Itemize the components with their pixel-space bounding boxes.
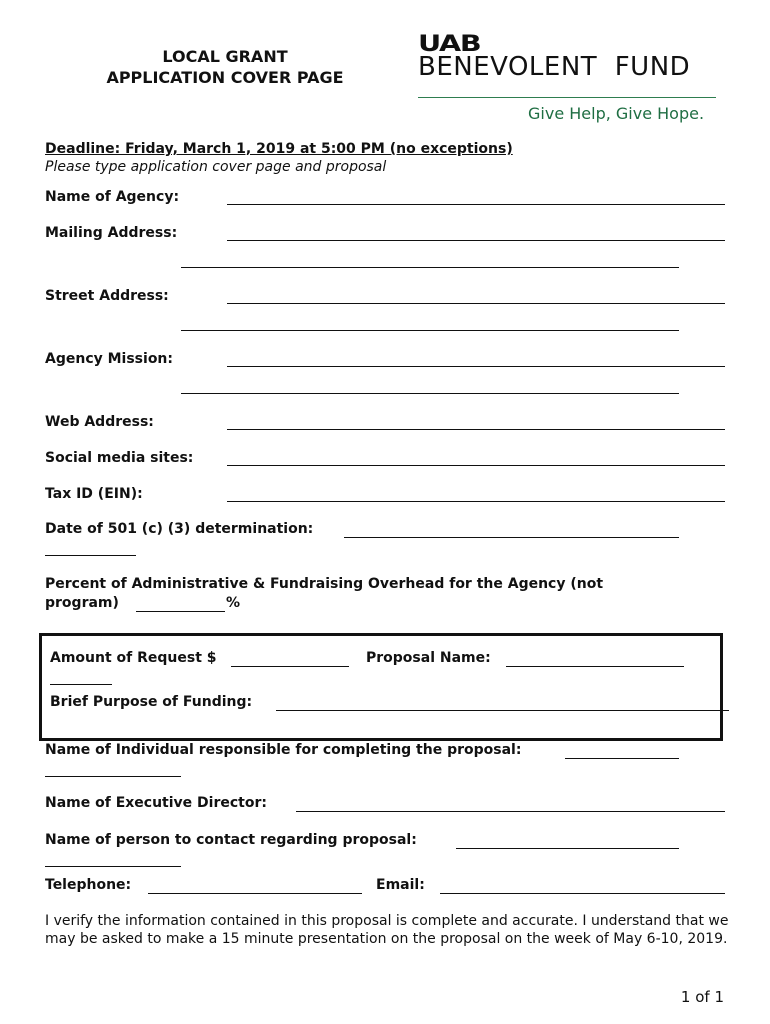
web-address-label: Web Address: (45, 414, 154, 430)
web-address-field[interactable] (227, 429, 725, 430)
brief-purpose-field[interactable] (276, 710, 729, 711)
deadline-text: Deadline: Friday, March 1, 2019 at 5:00 PM (no exceptions) (45, 141, 513, 157)
social-media-field[interactable] (227, 465, 725, 466)
mailing-address-field[interactable] (227, 240, 725, 241)
proposal-name-field-2[interactable] (50, 684, 112, 685)
street-address-label: Street Address: (45, 288, 169, 304)
amount-request-field[interactable] (231, 666, 349, 667)
telephone-field[interactable] (148, 893, 362, 894)
amount-request-label: Amount of Request $ (50, 650, 217, 666)
tax-id-label: Tax ID (EIN): (45, 486, 143, 502)
instructions-text: Please type application cover page and proposal (45, 159, 387, 175)
logo-divider (418, 97, 716, 98)
date-501-label: Date of 501 (c) (3) determination: (45, 521, 314, 537)
social-media-label: Social media sites: (45, 450, 194, 466)
brief-purpose-label: Brief Purpose of Funding: (50, 694, 253, 710)
individual-responsible-field[interactable] (565, 758, 679, 759)
agency-mission-field[interactable] (227, 366, 725, 367)
title-line-2: APPLICATION COVER PAGE (106, 68, 344, 87)
overhead-percent-field[interactable] (136, 611, 225, 612)
proposal-name-label: Proposal Name: (366, 650, 491, 666)
executive-director-label: Name of Executive Director: (45, 795, 267, 811)
contact-person-label: Name of person to contact regarding proposal: (45, 832, 417, 848)
page-title (70, 46, 380, 88)
mailing-address-field-2[interactable] (181, 267, 679, 268)
telephone-label: Telephone: (45, 877, 132, 893)
date-501-field-2[interactable] (45, 555, 136, 556)
executive-director-field[interactable] (296, 811, 725, 812)
agency-mission-field-2[interactable] (181, 393, 679, 394)
street-address-field-2[interactable] (181, 330, 679, 331)
overhead-label-prefix: program) (45, 595, 119, 611)
agency-name-field[interactable] (227, 204, 725, 205)
agency-mission-label: Agency Mission: (45, 351, 173, 367)
page-number: 1 of 1 (680, 988, 724, 1006)
contact-person-field-2[interactable] (45, 866, 181, 867)
street-address-field[interactable] (227, 303, 725, 304)
individual-responsible-label: Name of Individual responsible for completing the proposal: (45, 742, 522, 758)
logo-name: BENEVOLENT FUND (418, 52, 691, 82)
email-field[interactable] (440, 893, 725, 894)
individual-responsible-field-2[interactable] (45, 776, 181, 777)
contact-person-field[interactable] (456, 848, 679, 849)
email-label: Email: (376, 877, 425, 893)
agency-name-label: Name of Agency: (45, 189, 180, 205)
overhead-percent-sign: % (226, 595, 241, 611)
mailing-address-label: Mailing Address: (45, 225, 178, 241)
verification-text: I verify the information contained in this proposal is complete and accurate. I understand that we may be asked to make a 15 minute presentation on the proposal on the week of May 6-10, 2019. (45, 913, 729, 947)
logo-tagline: Give Help, Give Hope. (528, 104, 705, 123)
logo-mark-text: UAB (418, 32, 481, 57)
title-line-1: LOCAL GRANT (162, 47, 288, 66)
tax-id-field[interactable] (227, 501, 725, 502)
proposal-name-field[interactable] (506, 666, 684, 667)
overhead-label: Percent of Administrative & Fundraising Overhead for the Agency (not (45, 576, 604, 592)
date-501-field[interactable] (344, 537, 679, 538)
